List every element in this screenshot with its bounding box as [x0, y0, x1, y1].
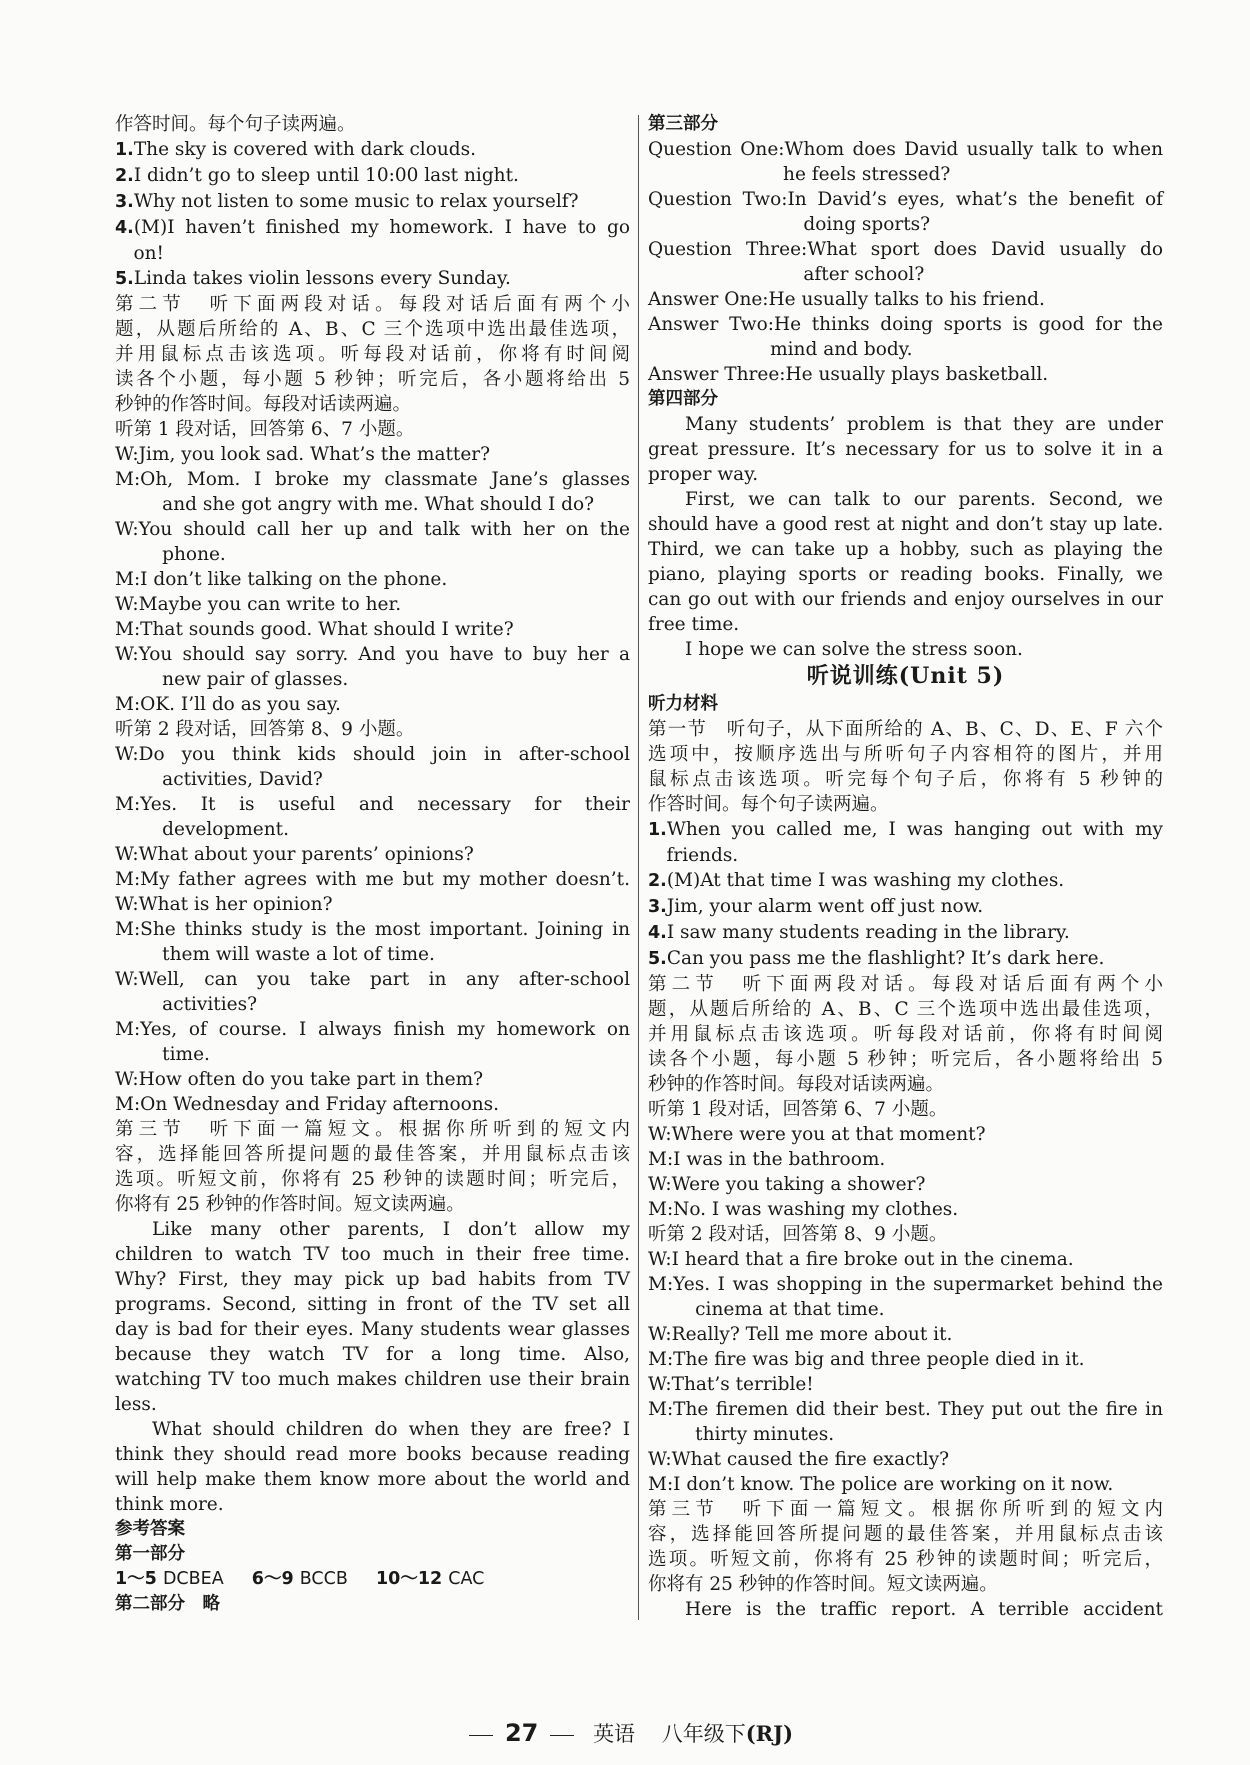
sentence-text: When you called me, I was hanging out with my [666, 819, 1163, 840]
sentence-text: Jim, your alarm went off just now. [666, 896, 984, 917]
footer-dash [469, 1735, 493, 1736]
item-number: 2. [115, 166, 134, 186]
passage-line: because they watch TV for a long time. Also, [115, 1344, 630, 1365]
dialogue-line: activities? [162, 994, 257, 1015]
dialogue-line: development. [162, 819, 289, 840]
section-instruction: 并用鼠标点击该选项。听每段对话前，你将有时间阅 [115, 344, 630, 365]
dialogue-line: W:What caused the fire exactly? [648, 1449, 950, 1470]
sentence-text: I saw many students reading in the library. [666, 922, 1070, 943]
item-number: 5. [648, 949, 667, 969]
footer-grade: 八年级下 [661, 1722, 746, 1746]
dialogue-line: M:I don’t know. The police are working on it now. [648, 1474, 1114, 1495]
section-instruction: 秒钟的作答时间。每段对话读两遍。 [115, 394, 412, 415]
section-instruction: 题，从题后所给的 A、B、C 三个选项中选出最佳选项， [648, 999, 1163, 1020]
dialogue-line: M:I don’t like talking on the phone. [115, 569, 448, 590]
question-line: Question Two:In David’s eyes, what’s the benefit of [648, 189, 1163, 210]
dialogue-line: W:Were you taking a shower? [648, 1174, 926, 1195]
dialogue-line: time. [162, 1044, 210, 1065]
passage-line: think they should read more books because reading [115, 1444, 630, 1465]
section-instruction: 题，从题后所给的 A、B、C 三个选项中选出最佳选项， [115, 319, 630, 340]
section-instruction: 你将有 25 秒钟的作答时间。短文读两遍。 [648, 1574, 998, 1595]
part-heading: 第一部分 [115, 1544, 185, 1564]
part-heading: 第二部分 略 [115, 1594, 220, 1614]
page-footer [0, 1718, 1250, 1748]
sentence-text: (M)I haven’t finished my homework. I have to go [133, 217, 630, 238]
dialogue-line: M:My father agrees with me but my mother doesn’t. [115, 869, 630, 890]
sentence-item [648, 946, 1163, 972]
answer-line: Answer Two:He thinks doing sports is good for the [648, 314, 1163, 335]
dialogue-line: W:I heard that a fire broke out in the cinema. [648, 1249, 1074, 1270]
section-instruction: 第三节 听下面一篇短文。根据你所听到的短文内 [648, 1499, 1163, 1520]
sentence-text: Why not listen to some music to relax yourself? [133, 191, 579, 212]
dialogue-line: phone. [162, 544, 226, 565]
passage-line: I hope we can solve the stress soon. [685, 639, 1023, 660]
answer-values: BCCB [299, 1569, 348, 1589]
passage-line: Like many other parents, I don’t allow my [152, 1219, 630, 1240]
section-instruction: 鼠标点击该选项。听完每个句子后，你将有 5 秒钟的 [648, 769, 1163, 790]
footer-subject: 英语 [593, 1722, 636, 1746]
item-number: 5. [115, 269, 134, 289]
section-instruction: 第三节 听下面一篇短文。根据你所听到的短文内 [115, 1119, 630, 1140]
unit-title: 听说训练(Unit 5) [806, 663, 1005, 689]
dialogue-line: M:On Wednesday and Friday afternoons. [115, 1094, 500, 1115]
sentence-item [648, 817, 1163, 843]
dialogue-line: W:Really? Tell me more about it. [648, 1324, 953, 1345]
section-instruction: 选项。听短文前，你将有 25 秒钟的读题时间；听完后， [115, 1169, 630, 1190]
passage-line: should have a good rest at night and don’t stay up late. [648, 514, 1163, 535]
sentence-item [115, 137, 630, 163]
answer-line: mind and body. [770, 339, 913, 360]
passage-line: Third, we can take up a hobby, such as playing the [648, 539, 1163, 560]
answer-key-heading: 参考答案 [115, 1519, 185, 1539]
passage-line: piano, playing sports or reading books. Finally, we [648, 564, 1163, 585]
passage-line: free time. [648, 614, 740, 635]
passage-line: proper way. [648, 464, 759, 485]
passage-line: think more. [115, 1494, 224, 1515]
dialogue-line: thirty minutes. [695, 1424, 835, 1445]
sentence-item [648, 894, 1163, 920]
passage-line: watching TV too much makes children use their brain [115, 1369, 630, 1390]
item-number: 3. [115, 192, 134, 212]
passage-line: Here is the traffic report. A terrible accident [685, 1599, 1163, 1620]
passage-line: First, we can talk to our parents. Second, we [685, 489, 1163, 510]
dialogue-line: W:Do you think kids should join in after-school [115, 744, 630, 765]
passage-line: programs. Second, sitting in front of the TV set all [115, 1294, 630, 1315]
section-instruction: 作答时间。每个句子读两遍。 [648, 794, 889, 815]
dialogue-heading: 听第 2 段对话，回答第 8、9 小题。 [648, 1224, 948, 1245]
answer-line: Answer Three:He usually plays basketball. [648, 364, 1049, 385]
passage-line: Many students’ problem is that they are under [685, 414, 1163, 435]
section-instruction: 你将有 25 秒钟的作答时间。短文读两遍。 [115, 1194, 465, 1215]
text-line: on! [133, 243, 164, 264]
sentence-item [648, 920, 1163, 946]
section-instruction: 选项中，按顺序选出与所听句子内容相符的图片，并用 [648, 744, 1163, 765]
section-heading: 听力材料 [648, 694, 718, 714]
section-instruction: 秒钟的作答时间。每段对话读两遍。 [648, 1074, 945, 1095]
passage-line: Why? First, they may pick up bad habits from TV [115, 1269, 630, 1290]
item-number: 2. [648, 871, 667, 891]
dialogue-line: M:Oh, Mom. I broke my classmate Jane’s glasses [115, 469, 630, 490]
part-heading: 第四部分 [648, 389, 718, 409]
dialogue-line: M:That sounds good. What should I write? [115, 619, 514, 640]
question-line: Question Three:What sport does David usually do [648, 239, 1163, 260]
sentence-item [115, 163, 630, 189]
passage-line: day is bad for their eyes. Many students wear glasses [115, 1319, 630, 1340]
item-number: 1. [115, 140, 134, 160]
right-column [648, 112, 1163, 1622]
section-instruction: 第二节 听下面两段对话。每段对话后面有两个小 [115, 294, 630, 315]
dialogue-line: W:That’s terrible! [648, 1374, 814, 1395]
answer-line: Answer One:He usually talks to his friend. [648, 289, 1045, 310]
dialogue-line: W:How often do you take part in them? [115, 1069, 484, 1090]
section-instruction: 第一节 听句子，从下面所给的 A、B、C、D、E、F 六个 [648, 719, 1163, 740]
passage-line: will help make them know more about the world and [115, 1469, 630, 1490]
item-number: 4. [648, 923, 667, 943]
dialogue-line: M:The fire was big and three people died in it. [648, 1349, 1085, 1370]
answer-range: 6～9 [251, 1569, 294, 1589]
dialogue-line: activities, David? [162, 769, 323, 790]
section-instruction: 选项。听短文前，你将有 25 秒钟的读题时间；听完后， [648, 1549, 1163, 1570]
dialogue-line: W:Well, can you take part in any after-school [115, 969, 630, 990]
dialogue-line: W:What about your parents’ opinions? [115, 844, 474, 865]
sentence-text: (M)At that time I was washing my clothes. [666, 870, 1065, 891]
dialogue-line: M:Yes. It is useful and necessary for their [115, 794, 630, 815]
dialogue-line: W:You should say sorry. And you have to buy her a [115, 644, 630, 665]
passage-line: What should children do when they are free? I [152, 1419, 630, 1440]
dialogue-heading: 听第 2 段对话，回答第 8、9 小题。 [115, 719, 415, 740]
dialogue-heading: 听第 1 段对话，回答第 6、7 小题。 [648, 1099, 948, 1120]
section-instruction: 读各个小题，每小题 5 秒钟；听完后，各小题将给出 5 [648, 1049, 1163, 1070]
sentence-item [648, 868, 1163, 894]
question-line: he feels stressed? [783, 164, 951, 185]
dialogue-line: new pair of glasses. [162, 669, 349, 690]
footer-dash [550, 1735, 574, 1736]
dialogue-line: M:I was in the bathroom. [648, 1149, 886, 1170]
dialogue-line: M:OK. I’ll do as you say. [115, 694, 341, 715]
answer-line [115, 1567, 630, 1592]
section-instruction: 容，选择能回答所提问题的最佳答案，并用鼠标点击该 [115, 1144, 630, 1165]
item-number: 1. [648, 820, 667, 840]
sentence-item [115, 266, 630, 292]
dialogue-line: M:She thinks study is the most important. Joining in [115, 919, 630, 940]
text-line: friends. [666, 845, 739, 866]
dialogue-line: and she got angry with me. What should I do? [162, 494, 595, 515]
dialogue-line: them will waste a lot of time. [162, 944, 435, 965]
section-instruction: 并用鼠标点击该选项。听每段对话前，你将有时间阅 [648, 1024, 1163, 1045]
answer-range: 10～12 [375, 1569, 443, 1589]
dialogue-line: M:No. I was washing my clothes. [648, 1199, 959, 1220]
dialogue-line: M:Yes, of course. I always finish my homework on [115, 1019, 630, 1040]
dialogue-line: M:The firemen did their best. They put out the fire in [648, 1399, 1163, 1420]
answer-values: DCBEA [162, 1569, 224, 1589]
part-heading: 第三部分 [648, 114, 718, 134]
dialogue-line: W:Maybe you can write to her. [115, 594, 402, 615]
section-instruction: 读各个小题，每小题 5 秒钟；听完后，各小题将给出 5 [115, 369, 630, 390]
sentence-text: Linda takes violin lessons every Sunday. [133, 268, 511, 289]
passage-line: great pressure. It’s necessary for us to solve it in a [648, 439, 1163, 460]
dialogue-line: M:Yes. I was shopping in the supermarket behind the [648, 1274, 1163, 1295]
sentence-item [115, 189, 630, 215]
question-line: after school? [803, 264, 925, 285]
text-line: 作答时间。每个句子读两遍。 [115, 114, 356, 135]
dialogue-heading: 听第 1 段对话，回答第 6、7 小题。 [115, 419, 415, 440]
item-number: 3. [648, 897, 667, 917]
section-instruction: 容，选择能回答所提问题的最佳答案，并用鼠标点击该 [648, 1524, 1163, 1545]
left-column [115, 112, 630, 1617]
dialogue-line: W:You should call her up and talk with her on the [115, 519, 630, 540]
dialogue-line: cinema at that time. [695, 1299, 885, 1320]
section-instruction: 第二节 听下面两段对话。每段对话后面有两个小 [648, 974, 1163, 995]
answer-range: 1～5 [115, 1569, 157, 1589]
page-number: 27 [504, 1719, 539, 1747]
column-divider [638, 115, 639, 1620]
sentence-text: Can you pass me the flashlight? It’s dark here. [666, 948, 1105, 969]
dialogue-line: W:Where were you at that moment? [648, 1124, 986, 1145]
item-number: 4. [115, 218, 134, 238]
passage-line: less. [115, 1394, 157, 1415]
sentence-text: I didn’t go to sleep until 10:00 last night. [133, 165, 519, 186]
answer-values: CAC [448, 1569, 485, 1589]
dialogue-line: W:Jim, you look sad. What’s the matter? [115, 444, 491, 465]
sentence-text: The sky is covered with dark clouds. [133, 139, 476, 160]
dialogue-line: W:What is her opinion? [115, 894, 333, 915]
sentence-item [115, 215, 630, 241]
passage-line: children to watch TV too much in their free time. [115, 1244, 630, 1265]
question-line: Question One:Whom does David usually talk to when [648, 139, 1163, 160]
footer-edition: (RJ) [745, 1721, 794, 1746]
question-line: doing sports? [803, 214, 931, 235]
passage-line: can go out with our friends and enjoy ourselves in our [648, 589, 1163, 610]
